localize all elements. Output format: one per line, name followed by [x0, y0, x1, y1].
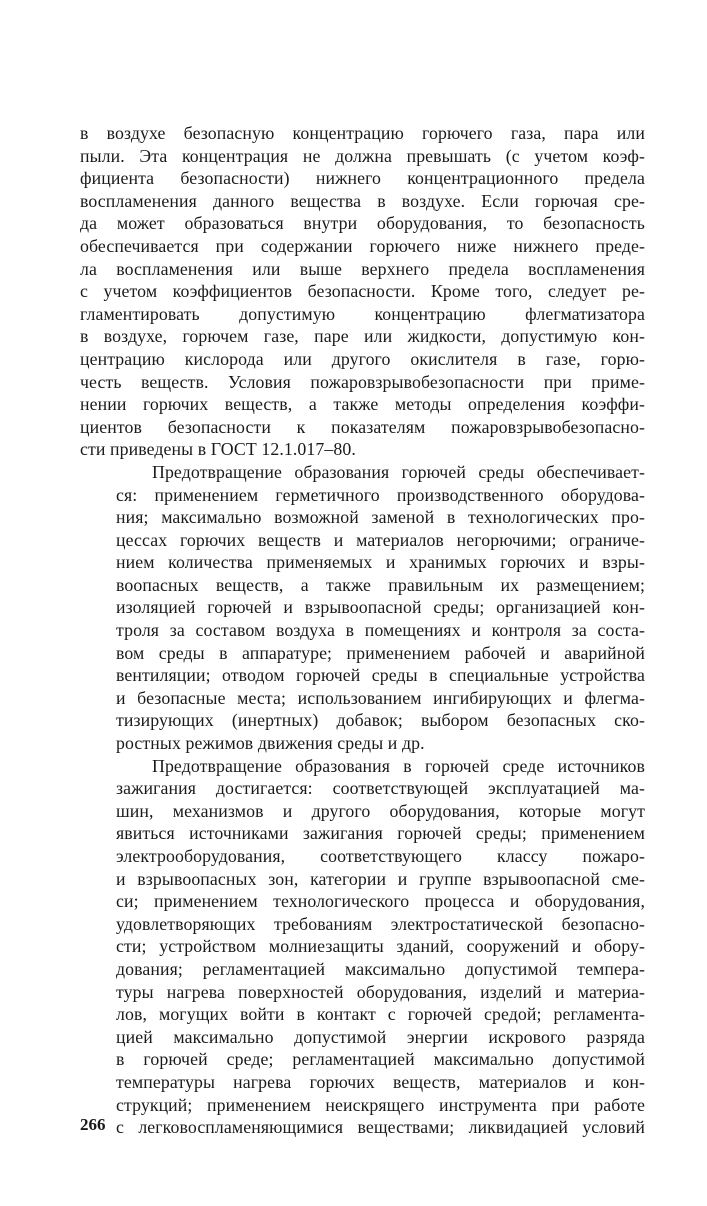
text-line: в горючей среде; регламентацией максимально допустимой [116, 1049, 645, 1070]
text-line: Предотвращение образования горючей среды обеспечивает- [152, 461, 645, 482]
text-line: туры нагрева поверхностей оборудования, изделий и материа- [116, 981, 645, 1002]
text-line: ся: применением герметичного производственного оборудова- [116, 484, 645, 505]
paragraph [80, 122, 645, 461]
text-line: изоляцией горючей и взрывоопасной среды; организацией кон- [116, 597, 645, 618]
text-line: Предотвращение образования в горючей среде источников [152, 755, 645, 776]
text-line: с учетом коэффициентов безопасности. Кроме того, следует ре- [80, 281, 645, 302]
text-line: дования; регламентацией максимально допустимой темпера- [116, 958, 645, 979]
text-line: в воздухе, горючем газе, паре или жидкости, допустимую кон- [80, 326, 645, 347]
text-line: в воздухе безопасную концентрацию горючего газа, пара или [80, 123, 645, 143]
text-line: пыли. Эта концентрация не должна превышать (с учетом коэф- [80, 145, 645, 166]
text-line: явиться источниками зажигания горючей среды; применением [116, 823, 645, 844]
text-line: троля за составом воздуха в помещениях и контроля за соста- [116, 620, 645, 641]
text-line: вом среды в аппаратуре; применением рабочей и аварийной [116, 642, 645, 663]
text-line: тизирующих (инертных) добавок; выбором безопасных ско- [116, 710, 645, 731]
page-number: 266 [80, 1115, 106, 1134]
text-line: и безопасные места; использованием ингибирующих и флегма- [116, 687, 645, 708]
text-line: и взрывоопасных зон, категории и группе взрывоопасной сме- [116, 868, 645, 889]
text-line: температуры нагрева горючих веществ, материалов и кон- [116, 1071, 645, 1092]
text-line: воопасных веществ, а также правильным их размещением; [116, 574, 645, 595]
text-line: сти; устройством молниезащиты зданий, сооружений и обору- [116, 936, 645, 957]
text-line: нием количества применяемых и хранимых горючих и взры- [116, 552, 645, 573]
paragraph [80, 755, 645, 1139]
text-line: электрооборудования, соответствующего классу пожаро- [116, 846, 645, 866]
paragraph [80, 461, 645, 755]
text-line: цией максимально допустимой энергии искрового разряда [116, 1026, 645, 1047]
text-line: цессах горючих веществ и материалов негорючими; ограниче- [116, 529, 645, 550]
text-line: циентов безопасности к показателям пожаровзрывобезопасно- [80, 416, 645, 437]
text-line: центрацию кислорода или другого окислителя в газе, горю- [80, 348, 645, 369]
text-line: струкций; применением неискрящего инструмента при работе [116, 1094, 645, 1115]
text-line: фициента безопасности) нижнего концентрационного предела [80, 168, 645, 189]
text-line: честь веществ. Условия пожаровзрывобезопасности при приме- [80, 371, 645, 392]
text-line: ростных режимов движения среды и др. [116, 733, 425, 754]
text-line: вентиляции; отводом горючей среды в специальные устройства [116, 665, 645, 686]
text-line: нении горючих веществ, а также методы определения коэффи- [80, 394, 645, 415]
text-line: с легковоспламеняющимися веществами; ликвидацией условий [116, 1117, 645, 1138]
text-line: удовлетворяющих требованиям электростатической безопасно- [116, 913, 645, 934]
page-body [80, 122, 645, 1139]
text-line: лов, могущих войти в контакт с горючей средой; регламента- [116, 1004, 645, 1025]
text-line: шин, механизмов и другого оборудования, которые могут [116, 800, 645, 821]
text-line: да может образоваться внутри оборудования, то безопасность [80, 213, 645, 234]
text-line: зажигания достигается: соответствующей эксплуатацией ма- [116, 778, 645, 799]
text-line: гламентировать допустимую концентрацию флегматизатора [80, 303, 645, 324]
text-line: обеспечивается при содержании горючего ниже нижнего преде- [80, 235, 645, 256]
text-line: ла воспламенения или выше верхнего предела воспламенения [80, 258, 645, 279]
text-line: си; применением технологического процесса и оборудования, [116, 891, 645, 912]
text-line: воспламенения данного вещества в воздухе. Если горючая сре- [80, 190, 645, 211]
text-line: сти приведены в ГОСТ 12.1.017–80. [80, 439, 356, 460]
text-line: ния; максимально возможной заменой в технологических про- [116, 507, 645, 528]
